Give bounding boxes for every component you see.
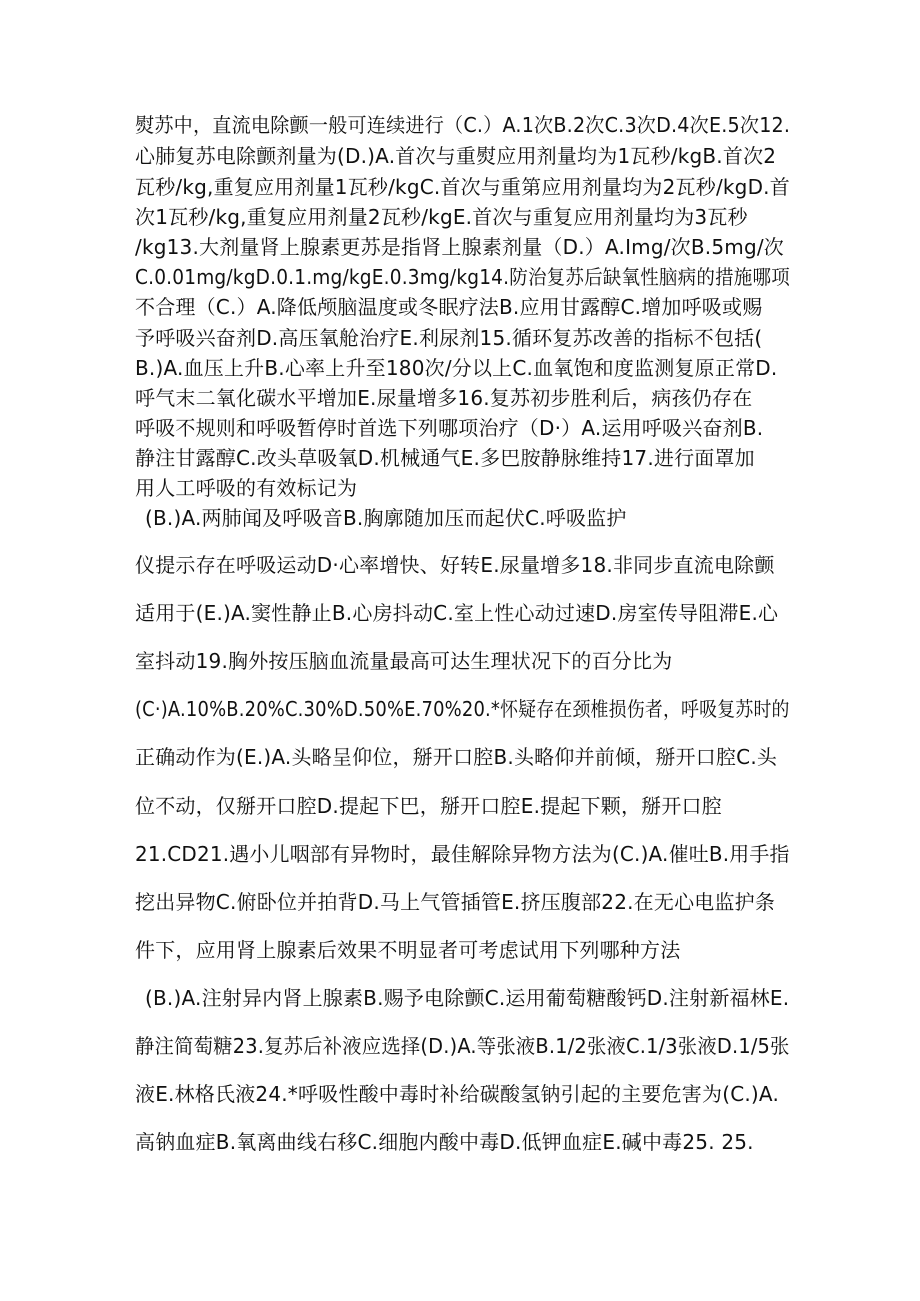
- text-line: 静注甘露醇C.改头草吸氧D.机械通气E.多巴胺静脉维持17.进行面罩加: [135, 446, 755, 470]
- text-line: 呼吸不规则和呼吸暂停时首选下列哪项治疗（D·）A.运用呼吸兴奋剂B.: [135, 416, 764, 440]
- text-line: /kg13.大剂量肾上腺素更苏是指肾上腺素剂量（D.）A.Img/次B.5mg/次: [135, 235, 785, 259]
- text-line: 适用于(E.)A.窦性静止B.心房抖动C.室上性心动过速D.房室传导阻滞E.心: [135, 601, 779, 625]
- text-line: 熨苏中，直流电除颤一般可连续进行（C.）A.1次B.2次C.3次D.4次E.5次12.: [135, 113, 791, 137]
- text-line: 静注简萄糖23.复苏后补液应选择(D.)A.等张液B.1/2张液C.1/3张液D.1/5张: [135, 1034, 790, 1058]
- text-line: (C·)A.10%B.20%C.30%D.50%E.70%20.*怀疑存在颈椎损伤者，呼吸复苏时的: [135, 697, 790, 721]
- text-line: 次1瓦秒/kg,重复应用剂量2瓦秒/kgE.首次与重复应用剂量均为3瓦秒: [135, 205, 748, 229]
- text-line: 挖出异物C.俯卧位并拍背D.马上气管插管E.挤压腹部22.在无心电监护条: [135, 890, 776, 914]
- text-line: 正确动作为(E.)A.头略呈仰位，掰开口腔B.头略仰并前倾，掰开口腔C.头: [135, 745, 778, 769]
- text-line: B.)A.血压上升B.心率上升至180次/分以上C.血氧饱和度监测复原正常D.: [135, 356, 778, 380]
- text-line: 21.CD21.遇小儿咽部有异物时，最佳解除异物方法为(C.)A.催吐B.用手指: [135, 842, 790, 866]
- text-line: (B.)A.两肺闻及呼吸音B.胸廓随加压而起伏C.呼吸监护: [145, 506, 627, 530]
- text-line: 瓦秒/kg,重复应用剂量1瓦秒/kgC.首次与重第应用剂量均为2瓦秒/kgD.首: [135, 175, 790, 199]
- text-line: 位不动，仅掰开口腔D.提起下巴，掰开口腔E.提起下颗，掰开口腔: [135, 794, 722, 818]
- text-line: 高钠血症B.氧离曲线右移C.细胞内酸中毒D.低钾血症E.碱中毒25. 25.: [135, 1130, 754, 1154]
- text-line: 仪提示存在呼吸运动D·心率增快、好转E.尿量增多18.非同步直流电除颤: [135, 553, 775, 577]
- text-line: 心肺复苏电除颤剂量为(D.)A.首次与重熨应用剂量均为1瓦秒/kgB.首次2: [135, 144, 777, 168]
- text-line: 予呼吸兴奋剂D.高压氧舱治疗E.利尿剂15.循环复苏改善的指标不包括(: [135, 326, 763, 350]
- text-line: 室抖动19.胸外按压脑血流量最高可达生理状况下的百分比为: [135, 649, 673, 673]
- text-line: 不合理（C.）A.降低颅脑温度或冬眠疗法B.应用甘露醇C.增加呼吸或赐: [135, 295, 763, 319]
- text-line: 用人工呼吸的有效标记为: [135, 476, 358, 500]
- text-line: 液E.林格氏液24.*呼吸性酸中毒时补给碳酸氢钠引起的主要危害为(C.)A.: [135, 1082, 780, 1106]
- text-line: 呼气末二氧化碳水平增加E.尿量增多16.复苏初步胜利后，病孩仍存在: [135, 386, 753, 410]
- text-line: C.0.01mg/kgD.0.1.mg/kgE.0.3mg/kg14.防治复苏后缺氧性脑病的措施哪项: [135, 265, 790, 289]
- text-line: (B.)A.注射异内肾上腺素B.赐予电除颤C.运用葡萄糖酸钙D.注射新福林E.: [145, 986, 790, 1010]
- text-line: 件下，应用肾上腺素后效果不明显者可考虑试用下列哪种方法: [135, 938, 681, 962]
